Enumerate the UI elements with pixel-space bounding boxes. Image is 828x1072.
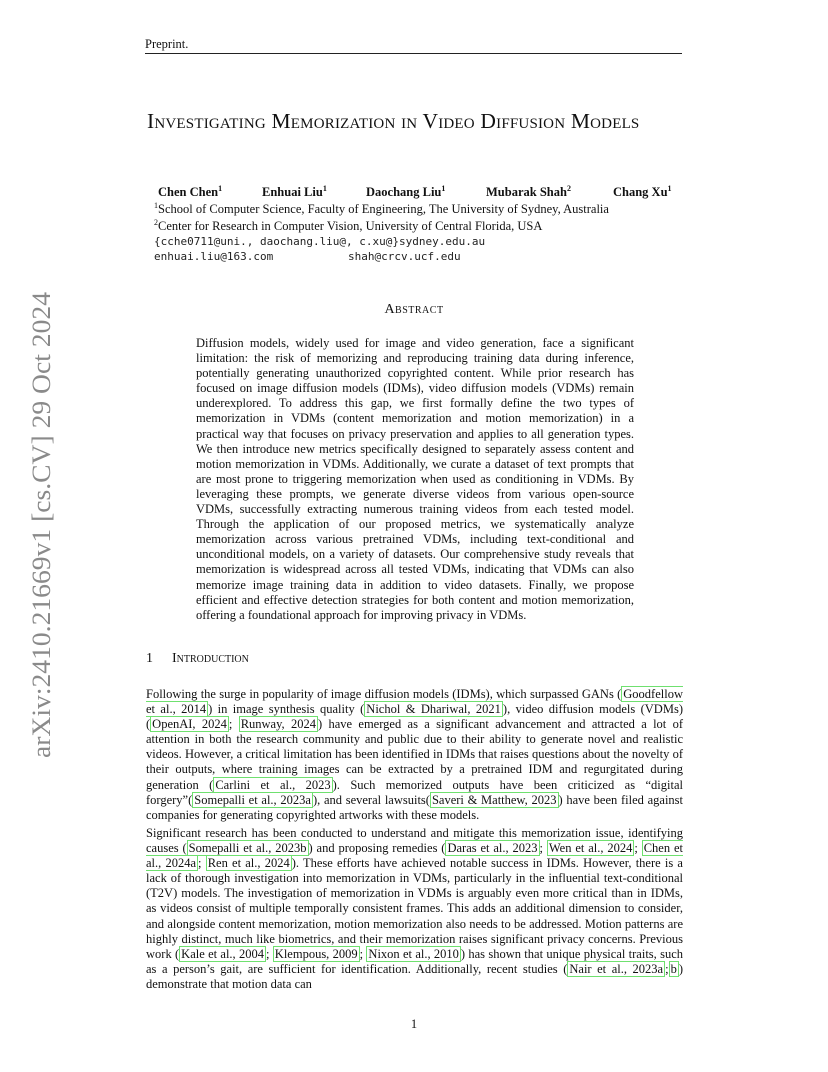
arxiv-stamp <box>22 290 58 760</box>
author-3: Daochang Liu$^1$ <box>366 184 446 200</box>
citation-link[interactable]: Nair et al., 2023a <box>569 961 664 976</box>
citation-link[interactable]: Somepalli et al., 2023b <box>188 841 307 856</box>
author-2: Enhuai Liu$^1$ <box>262 184 327 200</box>
running-header: Preprint. <box>145 37 189 51</box>
citation-link[interactable]: Daras et al., 2023 <box>447 841 538 856</box>
affiliation-2: $^2$Center for Research in Computer Vision, University of Central Florida, USA <box>154 218 543 234</box>
citation-link[interactable]: Runway, 2024 <box>240 717 316 732</box>
author-5: Chang Xu$^1$ <box>613 184 672 200</box>
citation-link[interactable]: Nixon et al., 2010 <box>368 946 459 961</box>
intro-paragraph-1: Following the surge in popularity of image diffusion models (IDMs), which surpassed GANs ( Goodfellow et al., 2014 ) in image synthesis quality ( Nichol & Dhariwal, 2021 ), video diffusion models (VDMs) ( OpenAI, 2024 ; Runway, 2024 ) have emerged as a significant advancement and attracted a lot of attention in both the research community and public due to their ability to generate novel and realistic videos. However, a critical limitation has been identified in IDMs that raises questions about the novelty of their outputs, where training images can be extracted by a pretrained IDM and regurgitated during generation ( Carlini et al., 2023 ). Such memorized outputs have been criticized as “digital forgery”( Somepalli et al., 2023a ), and several lawsuits( Saveri & Matthew, 2023 ) have been filed against companies for generating copyrighted artworks with these models. <box>146 687 684 822</box>
affiliation-1: $^1$School of Computer Science, Faculty of Engineering, The University of Sydney, Australia <box>154 201 609 217</box>
author-4: Mubarak Shah$^2$ <box>486 184 571 200</box>
citation-link[interactable]: Wen et al., 2024 <box>548 841 633 856</box>
intro-paragraph-2: Significant research has been conducted to understand and mitigate this memorization issue, identifying causes ( Somepalli et al., 2023b ) and proposing remedies ( Daras et al., 2023 ; Wen et al., 2024 ; Chen et al., 2024a ; Ren et al., 2024 ). These efforts have achieved notable success in IDMs. However, there is a lack of thorough investigation into memorization in VDMs, particularly in the influential text-conditional (T2V) models. The investigation of memorization in VDMs is arguably even more critical than in IDMs, as videos consist of multiple temporally consistent frames. This adds an additional dimension to consider, and alongside content memorization, motion memorization also needs to be addressed. Motion patterns are highly distinct, much like biometrics, and their memorization raises significant privacy concerns. Previous work ( Kale et al., 2004 ; Klempous, 2009 ; Nixon et al., 2010 ) has shown that unique physical traits, such as a person’s gait, are sufficient for identification. Additionally, recent studies ( Nair et al., 2023a ; b ) demonstrate that motion data can <box>146 826 684 991</box>
email-line-2b: shah@crcv.ucf.edu <box>348 250 461 263</box>
citation-link[interactable]: Kale et al., 2004 <box>181 946 264 961</box>
section-heading <box>146 651 249 667</box>
citation-link[interactable]: Somepalli et al., 2023a <box>194 792 311 807</box>
citation-link[interactable]: Goodfellow et al., 2014 <box>146 687 683 717</box>
arxiv-stamp-svg <box>22 290 58 760</box>
citation-link[interactable]: Ren et al., 2024 <box>207 856 290 871</box>
citation-link[interactable]: OpenAI, 2024 <box>152 717 227 732</box>
header-rule <box>145 53 682 54</box>
paper-title: Investigating Memorization in Video Diffusion Models <box>147 109 640 133</box>
email-line-1: {cche0711@uni., daochang.liu@, c.xu@}sydney.edu.au <box>154 235 486 248</box>
citation-link[interactable]: Klempous, 2009 <box>274 946 358 961</box>
email-line-2a: enhuai.liu@163.com <box>154 250 274 263</box>
author-1: Chen Chen$^1$ <box>158 184 223 200</box>
section-title: Introduction <box>172 651 249 666</box>
citation-link[interactable]: b <box>670 961 677 976</box>
arxiv-stamp-text: arXiv:2410.21669v1 [cs.CV] 29 Oct 2024 <box>27 318 56 758</box>
citation-link[interactable]: Chen et al., 2024a <box>146 841 683 871</box>
abstract-text: Diffusion models, widely used for image and video generation, face a significant limitation: the risk of memorizing and reproducing training data during inference, potentially generating unauthorized copyrighted content. While prior research has focused on image diffusion models (IDMs), video diffusion models (VDMs) remain underexplored. To address this gap, we first formally define the two types of memorization in VDMs (content memorization and motion memorization) in a practical way that focuses on privacy preservation and applies to all generation types. We then introduce new metrics specifically designed to separately assess content and motion memorization in VDMs. Additionally, we curate a dataset of text prompts that are most prone to triggering memorization when used as conditioning in VDMs. By leveraging these prompts, we generate diverse videos from various open-source VDMs, successfully extracting numerous training videos from each tested model. Through the application of our proposed metrics, we systematically analyze memorization across various pretrained VDMs, including text-conditional and unconditional models, on a variety of datasets. Our comprehensive study reveals that memorization is widespread across all tested VDMs, indicating that VDMs can also memorize image training data in addition to video datasets. Finally, we propose efficient and effective detection strategies for both content and motion memorization, offering a foundational approach for improving privacy in VDMs. <box>196 336 634 622</box>
citation-link[interactable]: Carlini et al., 2023 <box>215 777 331 792</box>
page-number: 1 <box>410 1017 418 1031</box>
abstract-heading: Abstract <box>384 302 444 317</box>
citation-link[interactable]: Saveri & Matthew, 2023 <box>431 792 557 807</box>
section-number: 1 <box>146 651 153 666</box>
citation-link[interactable]: Nichol & Dhariwal, 2021 <box>366 702 501 717</box>
